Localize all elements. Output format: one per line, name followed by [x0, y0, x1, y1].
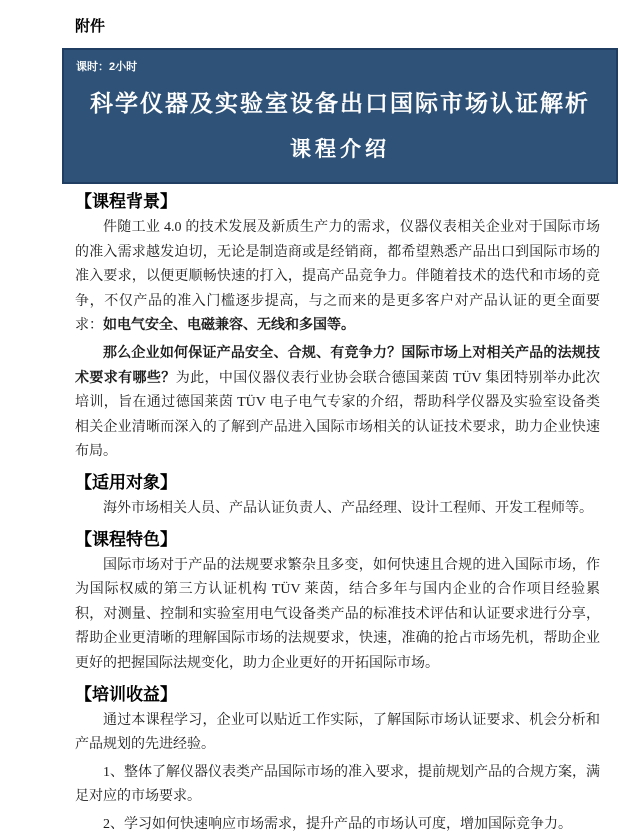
paragraph-audience — [75, 497, 600, 522]
text-run-bold: 那么企业如何保证产品安全、合规、有竞争力？国际市场上对相关产品的法规技术要求有哪些？ — [75, 345, 600, 386]
paragraph-background-1 — [75, 216, 600, 339]
section-heading-course-features: 【课程特色】 — [75, 529, 177, 549]
paragraph-benefit-item-2 — [75, 813, 600, 833]
text-run: 海外市场相关人员、产品认证负责人、产品经理、设计工程师、开发工程师等。 — [103, 500, 593, 516]
course-title: 科学仪器及实验室设备出口国际市场认证解析 — [90, 90, 590, 116]
document-body — [75, 191, 600, 833]
text-run: 国际市场对于产品的法规要求繁杂且多变，如何快速且合规的进入国际市场，作为国际权威的第三方认证机构 TÜV 莱茵，结合多年与国内企业的合作项目经验累积，对测量、控制和实验室用电气设备类产品的标准技术评估和认证要求进行分享，帮助企业更清晰的理解国际市场的法规要求，快速，准确的抢占市场先机，帮助企业更好的把握国际法规变化，助力企业更好的开拓国际市场。 — [75, 557, 600, 671]
course-banner — [62, 48, 618, 184]
section-heading-training-benefits: 【培训收益】 — [75, 684, 177, 704]
section-heading-course-background: 【课程背景】 — [75, 192, 177, 211]
paragraph-benefit-item-1 — [75, 761, 600, 810]
paragraph-background-2 — [75, 342, 600, 465]
text-run-bold: 如电气安全、电磁兼容、无线和多国等。 — [103, 318, 355, 334]
text-run: 件随工业 4.0 的技术发展及新质生产力的需求，仪器仪表相关企业对于国际市场的准入需求越发迫切，无论是制造商或是经销商，都希望熟悉产品出口到国际市场的准入要求，以便更顺畅快速的打入，提高产品竞争力。伴随着技术的迭代和市场的竞争，不仅产品的准入门槛逐步提高，与之而来的是更多客户对产品认证的更全面要求： — [75, 220, 600, 334]
attachment-label: 附件 — [75, 18, 106, 35]
paragraph-benefits-intro — [75, 709, 600, 758]
course-duration-label: 课时：2小时 — [76, 61, 138, 73]
text-run: 1、整体了解仪器仪表类产品国际市场的准入要求，提前规划产品的合规方案，满足对应的市场要求。 — [75, 764, 600, 805]
text-run: 2、学习如何快速响应市场需求，提升产品的市场认可度，增加国际竞争力。 — [103, 816, 572, 832]
text-run: 为此，中国仪器仪表行业协会联合德国莱茵 TÜV 集团特别举办此次培训，旨在通过德国莱茵 TÜV 电子电气专家的介绍，帮助科学仪器及实验室设备类相关企业清晰而深入的了解到产品进入国际市场相关的认证技术要求，助力企业快速布局。 — [75, 370, 600, 460]
section-heading-target-audience: 【适用对象】 — [75, 472, 177, 492]
paragraph-features — [75, 554, 600, 677]
course-subtitle: 课程介绍 — [290, 138, 390, 161]
text-run: 通过本课程学习，企业可以贴近工作实际，了解国际市场认证要求、机会分析和产品规划的先进经验。 — [75, 712, 600, 753]
